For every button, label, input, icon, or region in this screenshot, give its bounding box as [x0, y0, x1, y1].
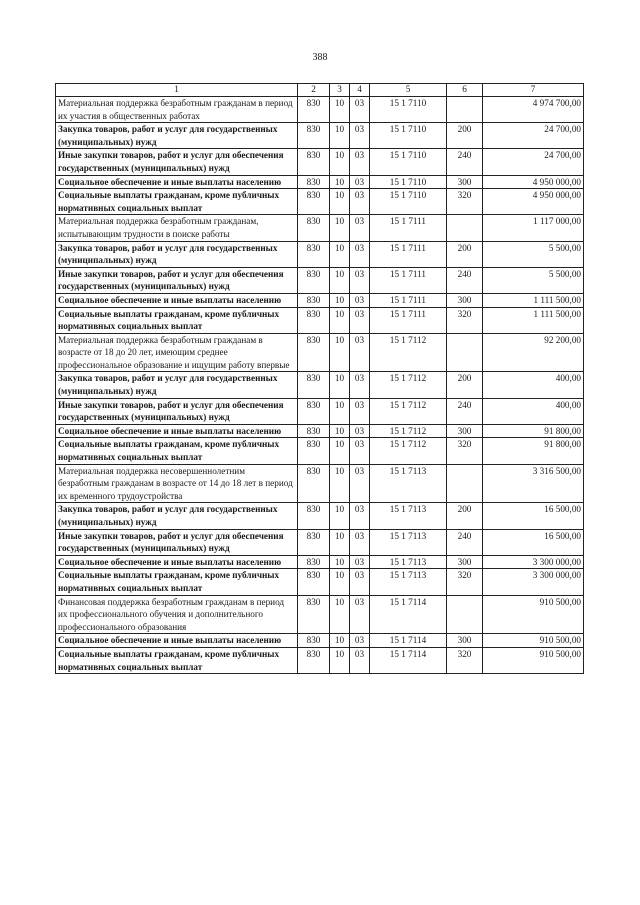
row-expense-type: 200 — [447, 241, 483, 267]
table-row — [56, 503, 584, 529]
table-row — [56, 293, 584, 307]
row-amount: 910 500,00 — [483, 634, 584, 648]
row-expense-type: 300 — [447, 424, 483, 438]
row-amount: 5 500,00 — [483, 241, 584, 267]
row-target-code: 15 1 7113 — [370, 555, 447, 569]
row-subsection-code: 03 — [350, 372, 370, 398]
row-section-code: 10 — [330, 464, 350, 503]
row-name: Иные закупки товаров, работ и услуг для обеспечения государственных (муниципальных) нужд — [56, 149, 298, 175]
row-target-code: 15 1 7113 — [370, 503, 447, 529]
row-section-code: 10 — [330, 372, 350, 398]
row-target-code: 15 1 7113 — [370, 569, 447, 595]
row-amount: 910 500,00 — [483, 595, 584, 634]
row-target-code: 15 1 7113 — [370, 464, 447, 503]
row-section-code: 10 — [330, 529, 350, 555]
row-amount: 3 300 000,00 — [483, 555, 584, 569]
row-subsection-code: 03 — [350, 398, 370, 424]
row-subsection-code: 03 — [350, 464, 370, 503]
row-target-code: 15 1 7112 — [370, 333, 447, 372]
row-expense-type: 320 — [447, 307, 483, 333]
row-expense-type: 240 — [447, 529, 483, 555]
row-ministry-code: 830 — [298, 215, 330, 241]
row-section-code: 10 — [330, 634, 350, 648]
row-target-code: 15 1 7114 — [370, 595, 447, 634]
row-amount: 4 950 000,00 — [483, 189, 584, 215]
row-name: Иные закупки товаров, работ и услуг для обеспечения государственных (муниципальных) нужд — [56, 267, 298, 293]
row-amount: 16 500,00 — [483, 503, 584, 529]
row-subsection-code: 03 — [350, 424, 370, 438]
row-subsection-code: 03 — [350, 569, 370, 595]
row-expense-type — [447, 595, 483, 634]
row-expense-type: 300 — [447, 634, 483, 648]
row-expense-type: 240 — [447, 267, 483, 293]
row-ministry-code: 830 — [298, 241, 330, 267]
row-amount: 1 117 000,00 — [483, 215, 584, 241]
row-name: Финансовая поддержка безработным гражданам в период их профессионального обучения и дополнительного профессионального образования — [56, 595, 298, 634]
row-amount: 400,00 — [483, 372, 584, 398]
row-target-code: 15 1 7111 — [370, 307, 447, 333]
table-row — [56, 97, 584, 123]
row-target-code: 15 1 7110 — [370, 189, 447, 215]
row-target-code: 15 1 7112 — [370, 438, 447, 464]
row-target-code: 15 1 7111 — [370, 267, 447, 293]
table-row — [56, 595, 584, 634]
row-name: Материальная поддержка безработным гражданам в возрасте от 18 до 20 лет, имеющим среднее профессиональное образование и ищущим работу впервые — [56, 333, 298, 372]
row-expense-type: 300 — [447, 293, 483, 307]
row-subsection-code: 03 — [350, 293, 370, 307]
row-name: Социальные выплаты гражданам, кроме публичных нормативных социальных выплат — [56, 189, 298, 215]
row-section-code: 10 — [330, 424, 350, 438]
row-section-code: 10 — [330, 307, 350, 333]
row-name: Закупка товаров, работ и услуг для государственных (муниципальных) нужд — [56, 372, 298, 398]
row-subsection-code: 03 — [350, 503, 370, 529]
row-amount: 1 111 500,00 — [483, 293, 584, 307]
row-target-code: 15 1 7110 — [370, 97, 447, 123]
row-ministry-code: 830 — [298, 189, 330, 215]
row-amount: 92 200,00 — [483, 333, 584, 372]
row-section-code: 10 — [330, 123, 350, 149]
table-header — [56, 84, 584, 97]
row-name: Социальные выплаты гражданам, кроме публичных нормативных социальных выплат — [56, 647, 298, 673]
row-subsection-code: 03 — [350, 438, 370, 464]
row-target-code: 15 1 7111 — [370, 241, 447, 267]
row-target-code: 15 1 7110 — [370, 175, 447, 189]
table-row — [56, 333, 584, 372]
row-ministry-code: 830 — [298, 267, 330, 293]
table-row — [56, 634, 584, 648]
row-section-code: 10 — [330, 555, 350, 569]
header-col-3: 3 — [330, 84, 350, 97]
row-expense-type — [447, 333, 483, 372]
row-amount: 5 500,00 — [483, 267, 584, 293]
row-name: Закупка товаров, работ и услуг для государственных (муниципальных) нужд — [56, 123, 298, 149]
table-row — [56, 398, 584, 424]
table-row — [56, 464, 584, 503]
row-ministry-code: 830 — [298, 464, 330, 503]
row-section-code: 10 — [330, 293, 350, 307]
row-amount: 4 950 000,00 — [483, 175, 584, 189]
row-expense-type: 320 — [447, 189, 483, 215]
row-ministry-code: 830 — [298, 634, 330, 648]
row-target-code: 15 1 7112 — [370, 372, 447, 398]
row-subsection-code: 03 — [350, 529, 370, 555]
row-name: Материальная поддержка безработным гражданам, испытывающим трудности в поиске работы — [56, 215, 298, 241]
row-subsection-code: 03 — [350, 123, 370, 149]
row-section-code: 10 — [330, 189, 350, 215]
row-target-code: 15 1 7110 — [370, 123, 447, 149]
row-target-code: 15 1 7114 — [370, 634, 447, 648]
row-subsection-code: 03 — [350, 267, 370, 293]
row-amount: 3 316 500,00 — [483, 464, 584, 503]
row-ministry-code: 830 — [298, 307, 330, 333]
row-name: Иные закупки товаров, работ и услуг для обеспечения государственных (муниципальных) нужд — [56, 398, 298, 424]
row-ministry-code: 830 — [298, 555, 330, 569]
row-section-code: 10 — [330, 647, 350, 673]
row-ministry-code: 830 — [298, 372, 330, 398]
header-col-2: 2 — [298, 84, 330, 97]
table-row — [56, 529, 584, 555]
row-ministry-code: 830 — [298, 175, 330, 189]
row-amount: 91 800,00 — [483, 424, 584, 438]
table-row — [56, 569, 584, 595]
row-name: Материальная поддержка безработным гражданам в период их участия в общественных работах — [56, 97, 298, 123]
row-ministry-code: 830 — [298, 424, 330, 438]
row-expense-type — [447, 464, 483, 503]
row-name: Социальное обеспечение и иные выплаты населению — [56, 555, 298, 569]
table-body — [56, 97, 584, 674]
row-section-code: 10 — [330, 175, 350, 189]
row-name: Иные закупки товаров, работ и услуг для обеспечения государственных (муниципальных) нужд — [56, 529, 298, 555]
row-name: Социальные выплаты гражданам, кроме публичных нормативных социальных выплат — [56, 438, 298, 464]
row-target-code: 15 1 7113 — [370, 529, 447, 555]
row-ministry-code: 830 — [298, 647, 330, 673]
table-row — [56, 555, 584, 569]
row-subsection-code: 03 — [350, 97, 370, 123]
row-ministry-code: 830 — [298, 293, 330, 307]
row-name: Материальная поддержка несовершеннолетним безработным гражданам в возрасте от 14 до 18 лет в период их временного трудоустройства — [56, 464, 298, 503]
table-row — [56, 647, 584, 673]
row-name: Социальные выплаты гражданам, кроме публичных нормативных социальных выплат — [56, 569, 298, 595]
row-target-code: 15 1 7111 — [370, 293, 447, 307]
header-col-4: 4 — [350, 84, 370, 97]
row-section-code: 10 — [330, 333, 350, 372]
row-name: Закупка товаров, работ и услуг для государственных (муниципальных) нужд — [56, 241, 298, 267]
row-section-code: 10 — [330, 503, 350, 529]
row-expense-type: 320 — [447, 569, 483, 595]
row-subsection-code: 03 — [350, 333, 370, 372]
table-row — [56, 267, 584, 293]
row-ministry-code: 830 — [298, 503, 330, 529]
row-expense-type: 200 — [447, 503, 483, 529]
table-row — [56, 438, 584, 464]
row-amount: 24 700,00 — [483, 123, 584, 149]
table-row — [56, 189, 584, 215]
header-col-7: 7 — [483, 84, 584, 97]
row-expense-type: 200 — [447, 372, 483, 398]
table-row — [56, 424, 584, 438]
row-amount: 910 500,00 — [483, 647, 584, 673]
row-subsection-code: 03 — [350, 647, 370, 673]
row-section-code: 10 — [330, 149, 350, 175]
row-name: Социальное обеспечение и иные выплаты населению — [56, 175, 298, 189]
header-col-6: 6 — [447, 84, 483, 97]
row-subsection-code: 03 — [350, 634, 370, 648]
row-subsection-code: 03 — [350, 595, 370, 634]
row-expense-type: 200 — [447, 123, 483, 149]
row-target-code: 15 1 7112 — [370, 424, 447, 438]
row-subsection-code: 03 — [350, 241, 370, 267]
row-name: Социальное обеспечение и иные выплаты населению — [56, 634, 298, 648]
row-amount: 16 500,00 — [483, 529, 584, 555]
row-ministry-code: 830 — [298, 595, 330, 634]
row-target-code: 15 1 7111 — [370, 215, 447, 241]
row-section-code: 10 — [330, 241, 350, 267]
row-ministry-code: 830 — [298, 529, 330, 555]
header-col-5: 5 — [370, 84, 447, 97]
row-amount: 3 300 000,00 — [483, 569, 584, 595]
row-amount: 400,00 — [483, 398, 584, 424]
row-ministry-code: 830 — [298, 123, 330, 149]
row-target-code: 15 1 7110 — [370, 149, 447, 175]
row-section-code: 10 — [330, 267, 350, 293]
row-ministry-code: 830 — [298, 569, 330, 595]
row-subsection-code: 03 — [350, 149, 370, 175]
row-subsection-code: 03 — [350, 215, 370, 241]
row-ministry-code: 830 — [298, 398, 330, 424]
row-subsection-code: 03 — [350, 189, 370, 215]
row-target-code: 15 1 7114 — [370, 647, 447, 673]
row-section-code: 10 — [330, 97, 350, 123]
row-name: Социальное обеспечение и иные выплаты населению — [56, 293, 298, 307]
row-section-code: 10 — [330, 215, 350, 241]
row-expense-type: 240 — [447, 398, 483, 424]
table-row — [56, 123, 584, 149]
header-col-1: 1 — [56, 84, 298, 97]
table-row — [56, 372, 584, 398]
table-row — [56, 149, 584, 175]
row-subsection-code: 03 — [350, 555, 370, 569]
table-row — [56, 241, 584, 267]
row-ministry-code: 830 — [298, 438, 330, 464]
row-name: Социальное обеспечение и иные выплаты населению — [56, 424, 298, 438]
row-amount: 91 800,00 — [483, 438, 584, 464]
row-amount: 1 111 500,00 — [483, 307, 584, 333]
row-ministry-code: 830 — [298, 149, 330, 175]
row-subsection-code: 03 — [350, 175, 370, 189]
row-amount: 24 700,00 — [483, 149, 584, 175]
row-expense-type: 320 — [447, 647, 483, 673]
row-target-code: 15 1 7112 — [370, 398, 447, 424]
table-row — [56, 175, 584, 189]
row-section-code: 10 — [330, 398, 350, 424]
row-name: Закупка товаров, работ и услуг для государственных (муниципальных) нужд — [56, 503, 298, 529]
row-expense-type — [447, 97, 483, 123]
table-row — [56, 215, 584, 241]
row-expense-type: 300 — [447, 555, 483, 569]
budget-table — [55, 83, 584, 674]
row-amount: 4 974 700,00 — [483, 97, 584, 123]
row-section-code: 10 — [330, 569, 350, 595]
row-section-code: 10 — [330, 595, 350, 634]
row-expense-type: 320 — [447, 438, 483, 464]
row-subsection-code: 03 — [350, 307, 370, 333]
table-row — [56, 307, 584, 333]
row-ministry-code: 830 — [298, 97, 330, 123]
row-ministry-code: 830 — [298, 333, 330, 372]
row-section-code: 10 — [330, 438, 350, 464]
row-name: Социальные выплаты гражданам, кроме публичных нормативных социальных выплат — [56, 307, 298, 333]
row-expense-type: 300 — [447, 175, 483, 189]
row-expense-type — [447, 215, 483, 241]
row-expense-type: 240 — [447, 149, 483, 175]
page-number: 388 — [312, 52, 328, 63]
